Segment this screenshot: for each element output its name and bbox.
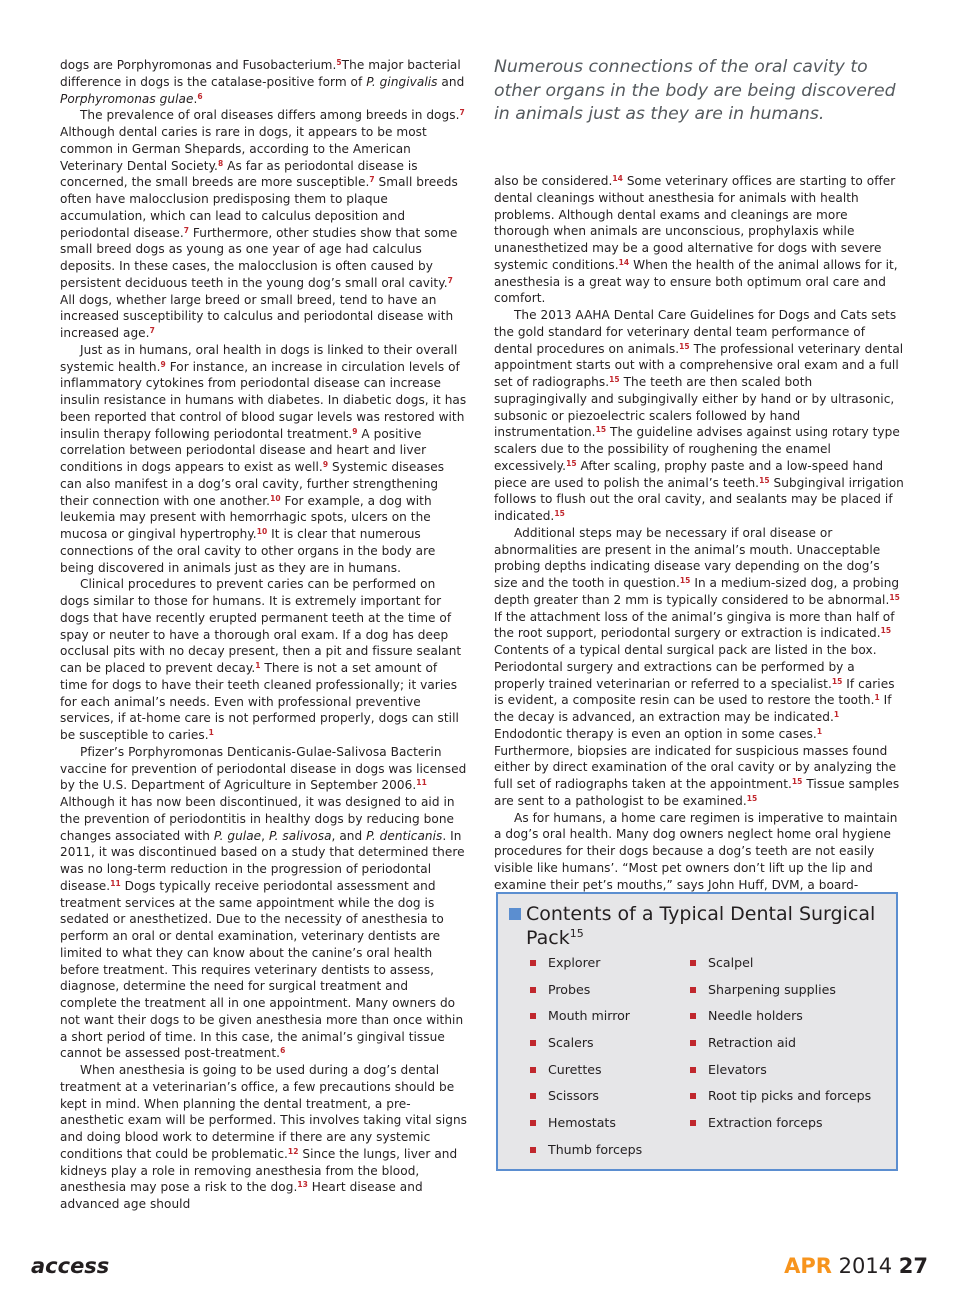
- list-item-label: Probes: [548, 981, 591, 997]
- paragraph: [60, 342, 468, 577]
- paragraph: [494, 810, 904, 894]
- list-item-label: Sharpening supplies: [708, 981, 836, 997]
- footer-year: 2014: [838, 1254, 893, 1278]
- paragraph: [494, 307, 904, 525]
- paragraph: [494, 525, 904, 810]
- reference-number: 7: [149, 326, 155, 335]
- pull-quote: Numerous connections of the oral cavity to other organs in the body are being discovered in animals just as they are in humans.: [494, 57, 896, 124]
- reference-number: 15: [880, 626, 892, 636]
- species-name: P. gingivalis: [366, 74, 438, 89]
- sidebar-title-text: Contents of a Typical Dental Surgical Pack: [526, 903, 876, 949]
- list-item: [528, 950, 688, 977]
- paragraph: [60, 107, 468, 342]
- text-run: The teeth are then scaled both supragingivally and subgingivally either by hand or by ultrasonic, subsonic or piezoelectric scalers followed by hand instrumentation.: [494, 375, 895, 440]
- text-run: ,: [261, 828, 269, 843]
- bullet-icon: [690, 1120, 696, 1126]
- text-run: If the attachment loss of the animal’s gingiva is more than half of the root support, periodontal surgery or extraction is indicated.: [494, 609, 895, 641]
- reference-number: 1: [833, 710, 840, 719]
- list-item: [528, 1137, 688, 1164]
- reference-number: 7: [459, 108, 465, 118]
- text-run: Small breeds often have malocclusion predisposing them to plaque accumulation, which can lead to calculus deposition and periodontal disease.: [60, 175, 458, 240]
- reference-number: 14: [612, 174, 623, 183]
- bullet-icon: [530, 1067, 536, 1073]
- reference-number: 12: [287, 1146, 299, 1156]
- text-run: Additional steps may be necessary if oral disease or abnormalities are present in the animal’s mouth. Unacceptable probing depths indicating disease vary depending on the dog’s size and the tooth in question.: [494, 525, 881, 590]
- list-item: [688, 1110, 888, 1137]
- text-run: There is not a set amount of time for dogs to have their teeth cleaned professionally; it varies for each animal’s needs. Even with professional preventive services, if at-home care is not performed properly, dogs can still be susceptible to caries.: [60, 661, 459, 742]
- text-run: When the health of the animal allows for it, anesthesia is a great way to ensure both optimum oral care and comfort.: [494, 257, 898, 306]
- reference-number: 7: [447, 275, 453, 285]
- reference-number: 8: [217, 158, 224, 168]
- text-run: The major bacterial difference in dogs is the catalase-positive form of: [60, 58, 461, 89]
- list-item: [528, 1030, 688, 1057]
- reference-number: 6: [197, 91, 203, 101]
- text-run: Furthermore, other studies show that some small breed dogs as young as one year of age had calculus deposits. In these cases, the malocclusion is often caused by persistent deciduous teeth in the young dog’s small oral cavity.: [60, 225, 458, 290]
- text-run: , and: [331, 828, 367, 843]
- list-item-label: Retraction aid: [708, 1035, 797, 1051]
- bullet-icon: [530, 1040, 536, 1046]
- square-marker-icon: [509, 908, 521, 920]
- reference-number: 15: [679, 341, 690, 351]
- text-run: Endodontic therapy is even an option in some cases.: [494, 726, 817, 741]
- reference-number: 13: [297, 1180, 308, 1190]
- paragraph: [60, 576, 468, 744]
- sidebar-box: [496, 892, 898, 1171]
- reference-number: 5: [336, 58, 342, 67]
- tool-list-right: [688, 950, 888, 1137]
- bullet-icon: [530, 987, 536, 993]
- list-item: [688, 977, 888, 1004]
- list-item: [528, 1083, 688, 1110]
- reference-number: 7: [183, 225, 190, 235]
- text-run: Although dental caries is rare in dogs, it appears to be most common in German Shepards, according to the American Veterinary Dental Society.: [60, 125, 427, 173]
- reference-number: 15: [679, 576, 691, 585]
- text-run: All dogs, whether large breed or small breed, tend to have an increased susceptibility to calculus and periodontal disease with increased age.: [60, 292, 454, 340]
- text-run: Tissue samples are sent to a pathologist to be examined.: [494, 777, 900, 808]
- text-run: . In 2011, it was discontinued based on a study that determined there was no long-term reduction in the progression of periodontal disease.: [60, 828, 465, 893]
- reference-number: 15: [759, 475, 770, 485]
- reference-number: 15: [831, 676, 843, 686]
- bullet-icon: [530, 1147, 536, 1153]
- reference-number: 15: [746, 793, 758, 803]
- text-run: Clinical procedures to prevent caries can be performed on dogs similar to those for humans. It is extremely important for dogs that have recently erupted permanent teeth at the time of spay or neuter to have a thorough oral exam. If a dog has deep occlusal pits with no decay present, then a pit and fissure sealant can be placed to prevent decay.: [60, 577, 462, 675]
- text-run: A positive correlation between periodontal disease and heart and liver conditions in dogs appears to exist as well.: [60, 426, 427, 474]
- reference-number: 1: [874, 693, 880, 703]
- text-run: Subgingival irrigation follows to flush out the oral cavity, and sealants may be placed if indicated.: [494, 475, 904, 523]
- text-run: The prevalence of oral diseases differs among breeds in dogs.: [80, 108, 460, 123]
- text-run: Systemic diseases can also manifest in a dog’s oral cavity, further strengthening their connection with one another.: [60, 460, 445, 508]
- article-column-left: [60, 57, 468, 1213]
- reference-number: 15: [609, 375, 620, 384]
- list-item-label: Extraction forceps: [708, 1115, 823, 1131]
- bullet-icon: [530, 1013, 536, 1019]
- footer-issue-info: [784, 1254, 928, 1278]
- reference-number: 9: [160, 359, 166, 369]
- text-run: Since the lungs, liver and kidneys play a role in removing anesthesia from the blood, anesthesia may pose a risk to the dog.: [60, 1146, 458, 1195]
- list-item: [528, 1003, 688, 1030]
- text-run: Contents of a typical dental surgical pack are listed in the box. Periodontal surgery and extractions can be performed by a properly trained veterinarian or referred to a specialist.: [494, 643, 877, 691]
- list-item: [688, 1003, 888, 1030]
- list-item-label: Root tip picks and forceps: [708, 1088, 872, 1104]
- reference-number: 9: [322, 460, 329, 469]
- text-run: If the decay is advanced, an extraction may be indicated.: [494, 693, 892, 724]
- text-run: For instance, an increase in circulation levels of inflammatory cytokines from periodontal disease can increase insulin resistance in humans with diabetes. In diabetic dogs, it has been reported that control of blood sugar levels was restored with insulin therapy following periodontal treatment.: [60, 359, 467, 441]
- list-item-label: Scalers: [548, 1035, 594, 1051]
- text-run: If caries is evident, a composite resin can be used to restore the tooth.: [494, 676, 895, 708]
- reference-number: 15: [889, 592, 900, 602]
- text-run: dogs are Porphyromonas and Fusobacterium.: [60, 58, 337, 72]
- text-run: .: [193, 91, 198, 106]
- text-run: Heart disease and advanced age should: [60, 1180, 423, 1211]
- text-run: Pfizer’s Porphyromonas Denticanis-Gulae-Salivosa Bacterin vaccine for prevention of periodontal disease in dogs was licensed by the U.S. Department of Agriculture in September 2006.: [60, 744, 467, 793]
- text-run: It is clear that numerous connections of the oral cavity to other organs in the body are being discovered in animals just as they are in humans.: [60, 527, 436, 575]
- reference-number: 15: [569, 927, 584, 940]
- bullet-icon: [690, 1093, 696, 1099]
- species-name: P. salivosa: [268, 828, 332, 843]
- paragraph: [494, 173, 904, 307]
- text-run: The professional veterinary dental appointment starts out with a comprehensive oral exam and a full set of radiographs.: [494, 341, 904, 389]
- paragraph: [60, 744, 468, 1062]
- bullet-icon: [530, 960, 536, 966]
- bullet-icon: [690, 1040, 696, 1046]
- page-number: 27: [898, 1254, 928, 1278]
- reference-number: 1: [255, 661, 261, 670]
- text-run: In a medium-sized dog, a probing depth greater than 2 mm is typically considered to be abnormal.: [494, 576, 900, 607]
- text-run: Some veterinary offices are starting to offer dental cleanings without anesthesia for animals with health problems. Although dental exams and cleanings are more thorough when animals are unconscious, prophylaxis while unanesthetized may be a good alternative for dogs with severe systemic conditions.: [494, 174, 896, 272]
- reference-number: 9: [352, 426, 358, 436]
- reference-number: 1: [816, 726, 823, 736]
- article-column-right: [494, 173, 904, 893]
- list-item: [528, 977, 688, 1004]
- list-item-label: Elevators: [708, 1061, 767, 1077]
- reference-number: 15: [595, 425, 607, 435]
- reference-number: 15: [554, 509, 565, 518]
- paragraph: [60, 57, 468, 107]
- reference-number: 15: [566, 458, 577, 468]
- footer-brand: access: [31, 1254, 110, 1278]
- footer-month: APR: [784, 1254, 832, 1278]
- sidebar-title: [526, 902, 886, 950]
- bullet-icon: [530, 1093, 536, 1099]
- list-item-label: Scissors: [548, 1088, 599, 1104]
- list-item-label: Scalpel: [708, 955, 754, 970]
- reference-number: 14: [618, 257, 630, 267]
- text-run: The 2013 AAHA Dental Care Guidelines for Dogs and Cats sets the gold standard for veterinary dental team performance of dental procedures on animals.: [494, 308, 897, 356]
- text-run: When anesthesia is going to be used during a dog’s dental treatment at a veterinarian’s office, a few precautions should be kept in mind. When planning the dental treatment, a pre-anesthetic exam will be performed. This involves taking vital signs and doing blood work to determine if there are any systemic conditions that could be problematic.: [60, 1063, 468, 1161]
- text-run: and: [437, 74, 465, 89]
- text-run: also be considered.: [494, 174, 613, 188]
- list-item-label: Hemostats: [548, 1115, 616, 1131]
- bullet-icon: [690, 1013, 696, 1019]
- reference-number: 6: [280, 1046, 286, 1056]
- bullet-icon: [690, 987, 696, 993]
- reference-number: 1: [208, 728, 214, 737]
- list-item: [528, 1057, 688, 1084]
- list-item-label: Explorer: [548, 955, 601, 970]
- species-name: P. gulae: [213, 828, 262, 843]
- list-item-label: Mouth mirror: [548, 1008, 630, 1024]
- list-item: [688, 950, 888, 977]
- text-run: As far as periodontal disease is concerned, the small breeds are more susceptible.: [60, 158, 418, 190]
- list-item-label: Thumb forceps: [548, 1141, 643, 1157]
- reference-number: 10: [270, 493, 281, 503]
- list-item: [528, 1110, 688, 1137]
- text-run: Just as in humans, oral health in dogs is linked to their overall systemic health.: [60, 342, 458, 374]
- text-run: Furthermore, biopsies are indicated for suspicious masses found either by direct examination of the oral cavity or by analyzing the full set of radiographs taken at the appointment.: [494, 743, 897, 791]
- species-name: P. denticanis: [366, 828, 443, 843]
- list-item: [688, 1057, 888, 1084]
- list-item-label: Curettes: [548, 1061, 602, 1077]
- tool-list-left: [528, 950, 688, 1164]
- text-run: After scaling, prophy paste and a low-speed hand piece are used to polish the animal’s teeth.: [494, 458, 884, 490]
- text-run: Although it has now been discontinued, it was designed to aid in the prevention of periodontitis in healthy dogs by reducing bone changes associated with: [60, 795, 455, 843]
- list-item: [688, 1083, 888, 1110]
- reference-number: 7: [369, 175, 375, 185]
- reference-number: 15: [791, 777, 803, 786]
- reference-number: 10: [256, 527, 268, 536]
- text-run: As for humans, a home care regimen is imperative to maintain a dog’s oral health. Many dog owners neglect home oral hygiene procedures for their dogs because a dog’s teeth are not easily visible like humans’. “Most pet owners don’t lift up the lip and examine their pet’s mouths,” says John Huff, DVM, a board-: [494, 810, 898, 892]
- list-item: [688, 1030, 888, 1057]
- species-name: Porphyromonas gulae: [60, 91, 194, 106]
- bullet-icon: [530, 1120, 536, 1126]
- reference-number: 11: [110, 878, 121, 888]
- paragraph: [60, 1062, 468, 1213]
- text-run: For example, a dog with leukemia may present with hemorrhagic spots, ulcers on the mucosa or gingival hypertrophy.: [60, 493, 432, 541]
- text-run: Dogs typically receive periodontal assessment and treatment services at the same appointment while the dog is sedated or anesthetized. Due to the necessity of anesthesia to perform an oral or dental examination, veterinary dentists are limited to what they can know about the canine’s oral health before treatment. This requires veterinary dentists to assess, diagnose, determine the need for surgical treatment and complete the treatment all in one appointment. Many owners do not want their dogs to be given anesthesia more than once within a short period of time. In this case, the animal’s gingival tissue cannot be assessed post-treatment.: [60, 878, 464, 1061]
- text-run: The guideline advises against using rotary type scalers due to the possibility of roughening the enamel excessively.: [494, 425, 900, 473]
- bullet-icon: [690, 960, 696, 966]
- bullet-icon: [690, 1067, 696, 1073]
- reference-number: 11: [416, 778, 427, 788]
- list-item-label: Needle holders: [708, 1008, 803, 1024]
